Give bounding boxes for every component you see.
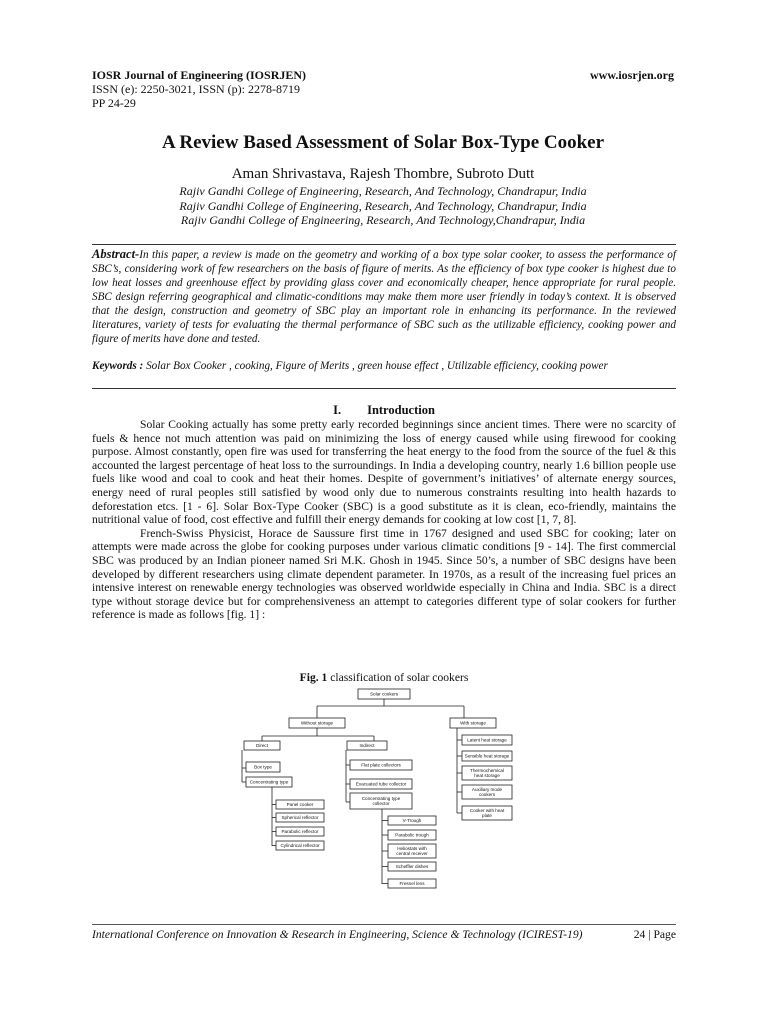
node-label: Concentrating type: [361, 796, 401, 801]
node-box-type: [246, 762, 280, 772]
node-label: Indirect: [359, 743, 375, 749]
abstract-label: Abstract-: [92, 247, 140, 261]
node-concentrating-child: [388, 830, 436, 840]
classification-diagram: [232, 686, 532, 904]
node-storage-child: [462, 766, 512, 780]
node-direct-child: [276, 800, 324, 809]
classification-diagram-svg: [232, 686, 532, 904]
paragraph: French-Swiss Physicist, Horace de Saussure first time in 1767 designed and used SBC for cooking; later on attempts were made across the globe for cooking purposes under various climatic conditions [9 - 14]. The first commercial SBC was produced by an Indian pioneer named Sri M.K. Ghosh in 1945. Since 50’s, a number of SBC designs have been developed by different researchers using climate dependent parameter. In 1970s, as a result of the increasing fuel prices an intensive interest on renewable energy technologies was observed worldwide especially in China and India. SBC is a direct type without storage device but for comprehensiveness an attempt to categories different type of solar cookers for further reference is made as follows [fig. 1] :: [92, 526, 676, 622]
keywords-text: Solar Box Cooker , cooking, Figure of Merits , green house effect , Utilizable efficiency, cooking power: [146, 360, 608, 372]
journal-name: IOSR Journal of Engineering (IOSRJEN): [92, 68, 307, 82]
node-direct-child: [276, 827, 324, 836]
issn: ISSN (e): 2250-3021, ISSN (p): 2278-8719: [92, 82, 300, 96]
journal-header: [92, 68, 674, 110]
node-label: central receiver: [396, 851, 428, 857]
node-label: collector: [372, 801, 390, 807]
node-label: With storage: [460, 720, 486, 726]
node-label: cookers: [478, 792, 496, 798]
node-label: Sensible heat storage: [464, 753, 510, 759]
paragraph: Solar Cooking actually has some pretty early recorded beginnings since ancient times. There were no scarcity of fuels & hence not much attention was paid on minimizing the loss of energy caused while using firewood for cooking purpose. Almost constantly, open fire was used for transferring the heat energy to the food from the source of the fuel & this accounted the largest percentage of heat loss to the surroundings. In India a developing country, nearly 1.6 billion people use fuels like wood and coal to cook and heat their homes. Despite of government’s initiatives’ of alternate energy sources, energy need of rural peoples still satisfied by wood only due to numerous constraints resulting into health hazards to deforestation etcs. [1 - 6]. Solar Box-Type Cooker (SBC) is a good substitute as it is clean, eco-friendly, maintains the nutritional value of food, cost effective and fulfill their energy demands for cooking at low cost [1, 7, 8].: [92, 418, 676, 527]
section-number: I.: [333, 403, 342, 417]
node-with-storage: [450, 718, 496, 728]
node-concentrating-child: [388, 862, 436, 871]
divider-top: [92, 244, 676, 245]
page-number: 24 | Page: [633, 928, 676, 941]
page-range: PP 24-29: [92, 96, 136, 110]
node-label: Auxiliary mode: [471, 787, 503, 792]
footer-rule: [92, 924, 676, 925]
node-storage-child: [462, 751, 512, 761]
node-direct: [244, 741, 280, 750]
keywords: [92, 359, 676, 373]
node-concentrating-child: [388, 844, 436, 858]
node-concentrating-collector: [350, 793, 412, 809]
node-indirect: [347, 741, 387, 750]
node-storage-child: [462, 806, 512, 820]
node-label: Scheffler dishes: [395, 864, 429, 870]
node-label: heat storage: [474, 773, 500, 779]
node-label: Evacuated tube collector: [355, 781, 407, 787]
affiliation: Rajiv Gandhi College of Engineering, Research, And Technology,Chandrapur, India: [180, 213, 586, 227]
journal-website[interactable]: www.iosrjen.org: [590, 68, 674, 82]
node-label: Concentrating type: [249, 779, 289, 785]
figure-caption-text: classification of solar cookers: [327, 671, 469, 684]
conference-name: International Conference on Innovation & Research in Engineering, Science & Technology (ICIREST-19): [92, 928, 583, 941]
node-direct-child: [276, 813, 324, 822]
node-flat-plate: [350, 760, 412, 770]
node-concentrating-child: [388, 879, 436, 888]
figure-caption: [92, 671, 676, 684]
node-concentrating-type: [246, 777, 292, 787]
node-without-storage: [289, 718, 345, 728]
node-label: Cooker with heat: [469, 808, 505, 813]
node-label: Parabolic reflector: [281, 829, 319, 835]
node-label: Cylindrical reflector: [280, 843, 320, 849]
affiliation: Rajiv Gandhi College of Engineering, Research, And Technology, Chandrapur, India: [179, 198, 587, 213]
affiliations: [92, 184, 674, 228]
node-label: plate: [482, 813, 492, 819]
node-label: Without storage: [300, 720, 334, 726]
abstract-text: In this paper, a review is made on the geometry and working of a box type solar cooker, to assess the performance of SBC’s, considering work of few researchers on the basis of figure of merits. As the efficiency of box type cooker is highest due to low heat losses and greenhouse effect by providing glass cover and economically cheaper, hence appropriate for rural people. SBC design referring geographical and climatic-conditions may make them more user friendly in today’s context. It is observed that the design, construction and geometry of SBC play an important role in enhancing its performance. In the reviewed literatures, variety of tests for evaluating the thermal performance of SBC such as the utilizable efficiency, cooking power and figure of merits have done and tested.: [92, 249, 676, 345]
section-heading: [92, 403, 676, 418]
node-label: Thermochemical: [470, 768, 504, 773]
divider-bottom: [92, 388, 676, 389]
node-label: Panel cooker: [286, 802, 314, 808]
node-label: Flat plate collectors: [361, 762, 401, 768]
node-concentrating-child: [388, 816, 436, 825]
affiliation: Rajiv Gandhi College of Engineering, Research, And Technology, Chandrapur, India: [179, 184, 587, 198]
authors: Aman Shrivastava, Rajesh Thombre, Subroto Dutt: [231, 166, 535, 182]
figure-label: Fig. 1: [299, 671, 328, 684]
section-title: Introduction: [367, 403, 435, 417]
node-evacuated-tube: [350, 779, 412, 789]
node-label: Latent heat storage: [467, 737, 507, 743]
node-label: Solar cookers: [369, 691, 399, 697]
node-label: Spherical reflector: [281, 815, 319, 821]
abstract: [92, 247, 676, 346]
node-label: Parabolic trough: [395, 832, 429, 838]
node-label: Heliostats with: [397, 846, 427, 851]
node-label: Fresnel lens: [399, 881, 425, 887]
node-label: Box type: [254, 764, 272, 770]
node-direct-child: [276, 841, 324, 850]
footer: [92, 928, 676, 942]
node-solar-cookers: [358, 689, 410, 699]
body-text: [92, 418, 676, 622]
paper-title: A Review Based Assessment of Solar Box-Type Cooker: [161, 132, 605, 153]
keywords-label: Keywords :: [92, 360, 147, 372]
node-storage-child: [462, 785, 512, 799]
node-storage-child: [462, 735, 512, 745]
node-label: V-Trough: [402, 818, 422, 824]
node-label: Direct: [256, 743, 268, 749]
